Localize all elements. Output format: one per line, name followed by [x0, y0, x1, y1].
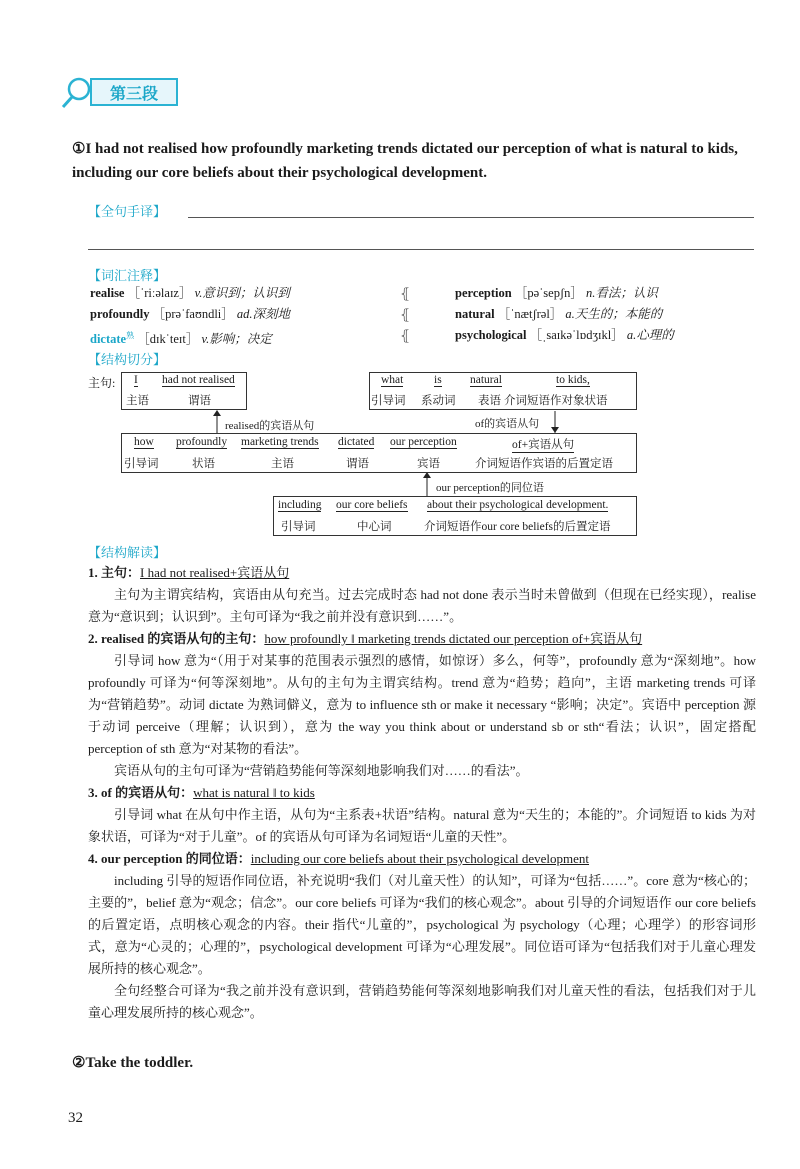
role-post-attributive: 介词短语作宾语的后置定语 — [475, 458, 613, 470]
obj-clause-label: realised的宾语从句 — [225, 420, 315, 432]
word-our-core-beliefs: our core beliefs — [336, 499, 408, 511]
role-post-attributive: 介词短语作our core beliefs的后置定语 — [424, 521, 611, 533]
role-linking: 系动词 — [421, 395, 456, 407]
analysis-heading-2: 2. realised 的宾语从句的主句：how profoundly ‖ marketing trends dictated our perception of+宾语从句 — [88, 631, 643, 646]
role-head: 中心词 — [357, 521, 392, 533]
role-intro: 引导词 — [124, 458, 159, 470]
label-translation: 【全句手译】 — [88, 205, 167, 220]
analysis-heading-1: 1. 主句：I had not realised+宾语从句 — [88, 565, 290, 580]
word-of-clause: of+宾语从句 — [512, 436, 574, 453]
word-dictated: dictated — [338, 436, 375, 448]
word-profoundly: profoundly — [176, 436, 228, 448]
analysis-heading-3: 3. of 的宾语从句：what is natural ‖ to kids — [88, 785, 315, 800]
analysis-heading-4: 4. our perception 的同位语：including our core beliefs about their psychological development — [88, 851, 590, 866]
word-had-not-realised: had not realised — [162, 374, 235, 386]
vocab-item: realise ［ˈriːəlaɪz］ v.意识到；认识到 — [90, 286, 290, 300]
vocab-item: dictate$^熟$ ［dɪkˈteɪt］ v.影响；决定 — [90, 331, 272, 347]
word-our-perception: our perception — [390, 436, 457, 448]
vocab-item: natural ［ˈnætʃrəl］ a.天生的；本能的 — [455, 307, 663, 321]
word-how: how — [134, 436, 154, 448]
sentence-1: ①I had not realised how profoundly marketing trends dictated our perception of what is natural to kids, including our core beliefs about their psychological development. — [72, 141, 738, 181]
analysis-body — [88, 562, 756, 1024]
label-structure: 【结构切分】 — [88, 353, 167, 368]
word-about-development: about their psychological development. — [427, 499, 609, 511]
analysis-para-5: 全句经整合可译为“我之前并没有意识到，营销趋势能何等深刻地影响我们对儿童天性的看法，包括我们对于儿童心理发展所持的核心观念”。 — [88, 983, 756, 1020]
main-clause-label: 主句: — [88, 376, 116, 390]
vocab-item: profoundly ［prəˈfaʊndli］ ad.深刻地 — [90, 307, 291, 321]
word-marketing-trends: marketing trends — [241, 436, 319, 448]
word-what: what — [381, 374, 404, 386]
role-subject: 主语 — [271, 458, 294, 470]
word-to-kids: to kids, — [556, 374, 590, 386]
word-natural: natural — [470, 374, 502, 386]
role-adverbial: 介词短语作对象状语 — [504, 395, 608, 407]
role-intro: 引导词 — [371, 395, 406, 407]
diagram-connectors — [0, 0, 800, 560]
structure-diagram — [0, 0, 800, 560]
word-I: I — [134, 374, 138, 386]
brace-divider: ⦃ ⦃ ⦃ — [400, 286, 411, 344]
section-title: 第三段 — [90, 78, 178, 106]
word-is: is — [434, 374, 442, 386]
role-predicate: 谓语 — [346, 458, 369, 470]
sentence-2: ②Take the toddler. — [72, 1055, 194, 1071]
role-object: 宾语 — [417, 458, 440, 470]
analysis-para-1: 主句为主谓宾结构，宾语由从句充当。过去完成时态 had not done 表示当时未曾做到（但现在已经实现），realise 意为“意识到；认识到”。主句可译为“我之前并没有意识到……”。 — [88, 587, 756, 624]
role-subject: 主语 — [126, 395, 149, 407]
analysis-para-4: including 引导的短语作同位语，补充说明“我们（对儿童天性）的认知”，可译为“包括……”。core 意为“核心的；主要的”，belief 意为“观念；信念”。our core beliefs 可译为“我们的核心观念”。about 引导的介词短语作 our core beliefs 的后置定语，点明核心观念的内容。their 指代“儿童的”，psychological 为 psychology（心理；心理学）的形容词形式，意为“心灵的；心理的”，psychological development 可译为“心理发展”。同位语可译为“包括我们对于儿童心理发展所持的核心观念”。 — [88, 873, 756, 976]
role-intro: 引导词 — [281, 521, 316, 533]
vocab-item: perception ［pəˈsepʃn］ n.看法；认识 — [455, 286, 658, 300]
vocab-item: psychological ［ˌsaɪkəˈlɒdʒɪkl］ a.心理的 — [455, 328, 674, 342]
role-predicative: 表语 — [478, 395, 501, 407]
label-vocab: 【词汇注释】 — [88, 269, 167, 284]
page-number: 32 — [68, 1110, 83, 1126]
role-predicate: 谓语 — [188, 395, 211, 407]
label-analysis: 【结构解读】 — [88, 546, 167, 561]
analysis-para-2b: 宾语从句的主句可译为“营销趋势能何等深刻地影响我们对……的看法”。 — [114, 763, 529, 778]
word-including: including — [278, 499, 322, 511]
appos-label: our perception的同位语 — [436, 482, 544, 494]
analysis-para-3: 引导词 what 在从句中作主语，从句为“主系表+状语”结构。natural 意为“天生的；本能的”。介词短语 to kids 为对象状语，可译为“对于儿童”。of 的宾语从句可译为名词短语“儿童的天性”。 — [88, 807, 756, 844]
of-clause-label: of的宾语从句 — [475, 418, 540, 430]
analysis-para-2: 引导词 how 意为“（用于对某事的范围表示强烈的感情，如惊讶）多么，何等”，profoundly 意为“深刻地”。how profoundly 可译为“何等深刻地”。从句的主句为主谓宾结构。trend 意为“趋势；趋向”，主语 marketing trends 可译为“营销趋势”。动词 dictate 为熟词僻义，意为 to influence sth or make it necessary “影响；决定”。宾语中 perception 源于动词 perceive（理解；认识到），意为 the way you think about or understand sb or sth“看法；认识”，固定搭配 perception of sth 意为“对某物的看法”。 — [88, 653, 756, 756]
role-adverbial: 状语 — [192, 458, 215, 470]
